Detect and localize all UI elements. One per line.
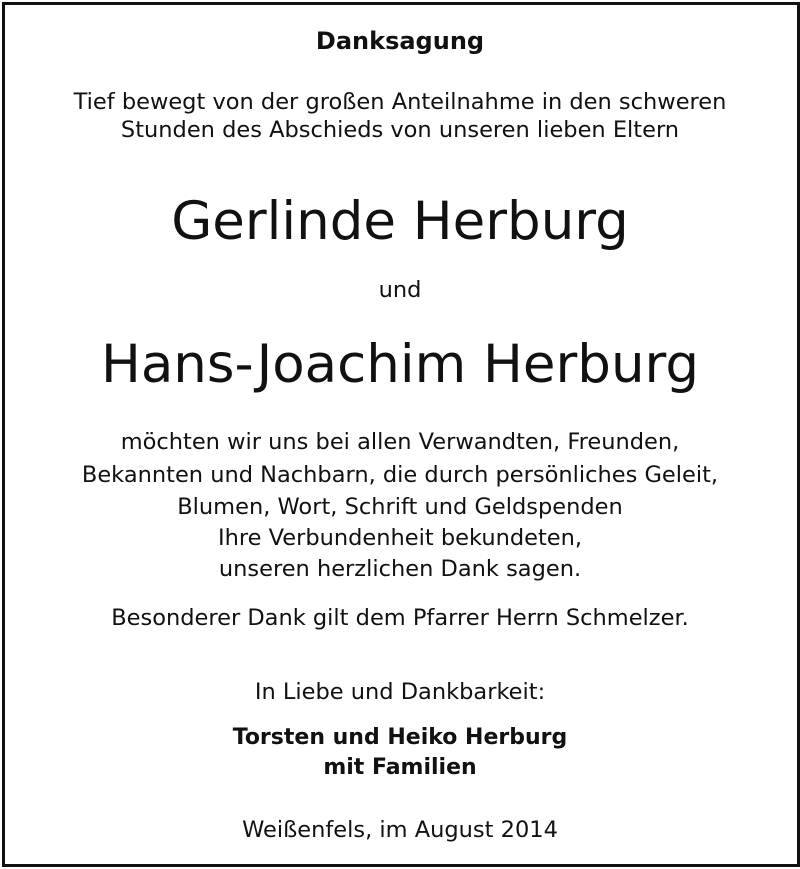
closing-phrase: In Liebe und Dankbarkeit: <box>254 679 546 705</box>
thanks-line-2: Bekannten und Nachbarn, die durch persönliches Geleit, <box>81 462 719 488</box>
thanks-line-4: Ihre Verbundenheit bekundeten, <box>217 525 583 551</box>
thanks-line-5: unseren herzlichen Dank sagen. <box>218 556 582 582</box>
notice-title: Danksagung <box>315 27 485 55</box>
intro-line-2: Stunden des Abschieds von unseren lieben Eltern <box>120 117 680 143</box>
place-and-date: Weißenfels, im August 2014 <box>242 817 558 843</box>
conjunction-text: und <box>378 277 422 303</box>
thanks-line-3: Blumen, Wort, Schrift und Geldspenden <box>177 494 623 520</box>
special-thanks: Besonderer Dank gilt dem Pfarrer Herrn Schmelzer. <box>111 605 689 631</box>
deceased-name-2: Hans-Joachim Herburg <box>100 334 700 395</box>
thanks-line-1: möchten wir uns bei allen Verwandten, Freunden, <box>120 429 680 455</box>
signatory-families: mit Familien <box>323 755 477 780</box>
intro-line-1: Tief bewegt von der großen Anteilnahme in den schweren <box>73 89 727 115</box>
signatory-names: Torsten und Heiko Herburg <box>232 725 568 750</box>
deceased-name-1: Gerlinde Herburg <box>171 191 629 252</box>
